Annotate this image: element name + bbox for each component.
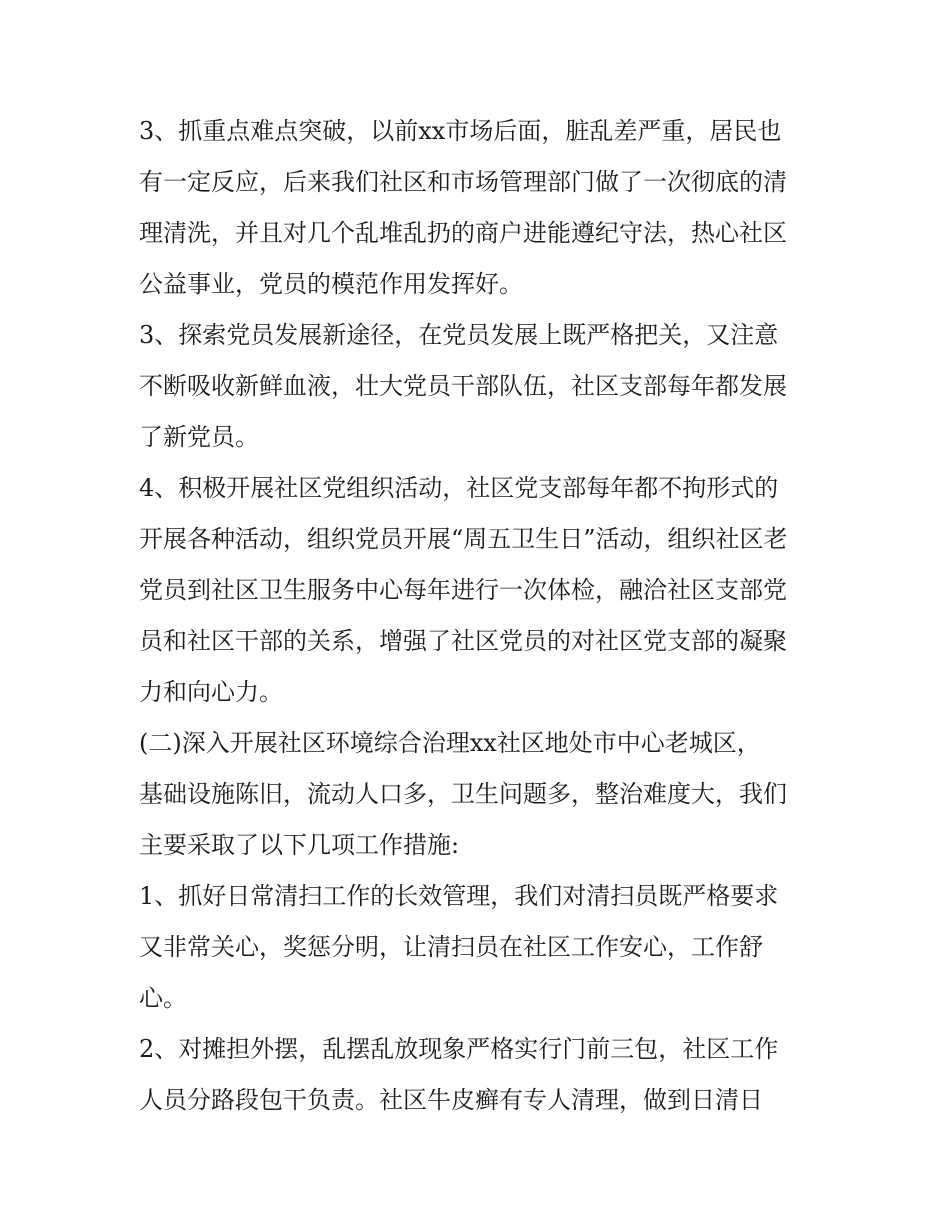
text-line-18: 心。: [139, 984, 187, 1012]
text-line-5: 3、探索党员发展新途径，在党员发展上既严格把关，又注意: [139, 321, 779, 349]
text-line-12: 力和向心力。: [139, 678, 283, 706]
text-line-10: 党员到社区卫生服务中心每年进行一次体检，融洽社区支部党: [139, 576, 787, 604]
text-line-16: 1、抓好日常清扫工作的长效管理，我们对清扫员既严格要求: [139, 882, 779, 910]
text-line-9: 开展各种活动，组织党员开展“周五卫生日”活动，组织社区老: [139, 525, 788, 553]
text-line-2: 有一定反应，后来我们社区和市场管理部门做了一次彻底的清: [139, 168, 787, 196]
text-line-1: 3、抓重点难点突破，以前xx市场后面，脏乱差严重，居民也: [139, 117, 782, 145]
text-line-8: 4、积极开展社区党组织活动，社区党支部每年都不拘形式的: [139, 474, 779, 502]
text-line-6: 不断吸收新鲜血液，壮大党员干部队伍，社区支部每年都发展: [139, 372, 787, 400]
text-line-19: 2、对摊担外摆，乱摆乱放现象严格实行门前三包，社区工作: [139, 1035, 779, 1063]
text-line-4: 公益事业，党员的模范作用发挥好。: [139, 270, 523, 298]
text-line-15: 主要采取了以下几项工作措施:: [139, 831, 460, 859]
text-line-11: 员和社区干部的关系，增强了社区党员的对社区党支部的凝聚: [139, 627, 787, 655]
text-line-3: 理清洗，并且对几个乱堆乱扔的商户进能遵纪守法，热心社区: [139, 219, 787, 247]
text-line-14: 基础设施陈旧，流动人口多，卫生问题多，整治难度大，我们: [139, 780, 787, 808]
document-body: [139, 106, 829, 1126]
text-line-20: 人员分路段包干负责。社区牛皮癣有专人清理，做到日清日: [139, 1086, 763, 1114]
text-line-13: (二)深入开展社区环境综合治理xx社区地处市中心老城区，: [139, 729, 761, 757]
text-line-17: 又非常关心，奖惩分明，让清扫员在社区工作安心，工作舒: [139, 933, 763, 961]
text-line-7: 了新党员。: [139, 423, 259, 451]
